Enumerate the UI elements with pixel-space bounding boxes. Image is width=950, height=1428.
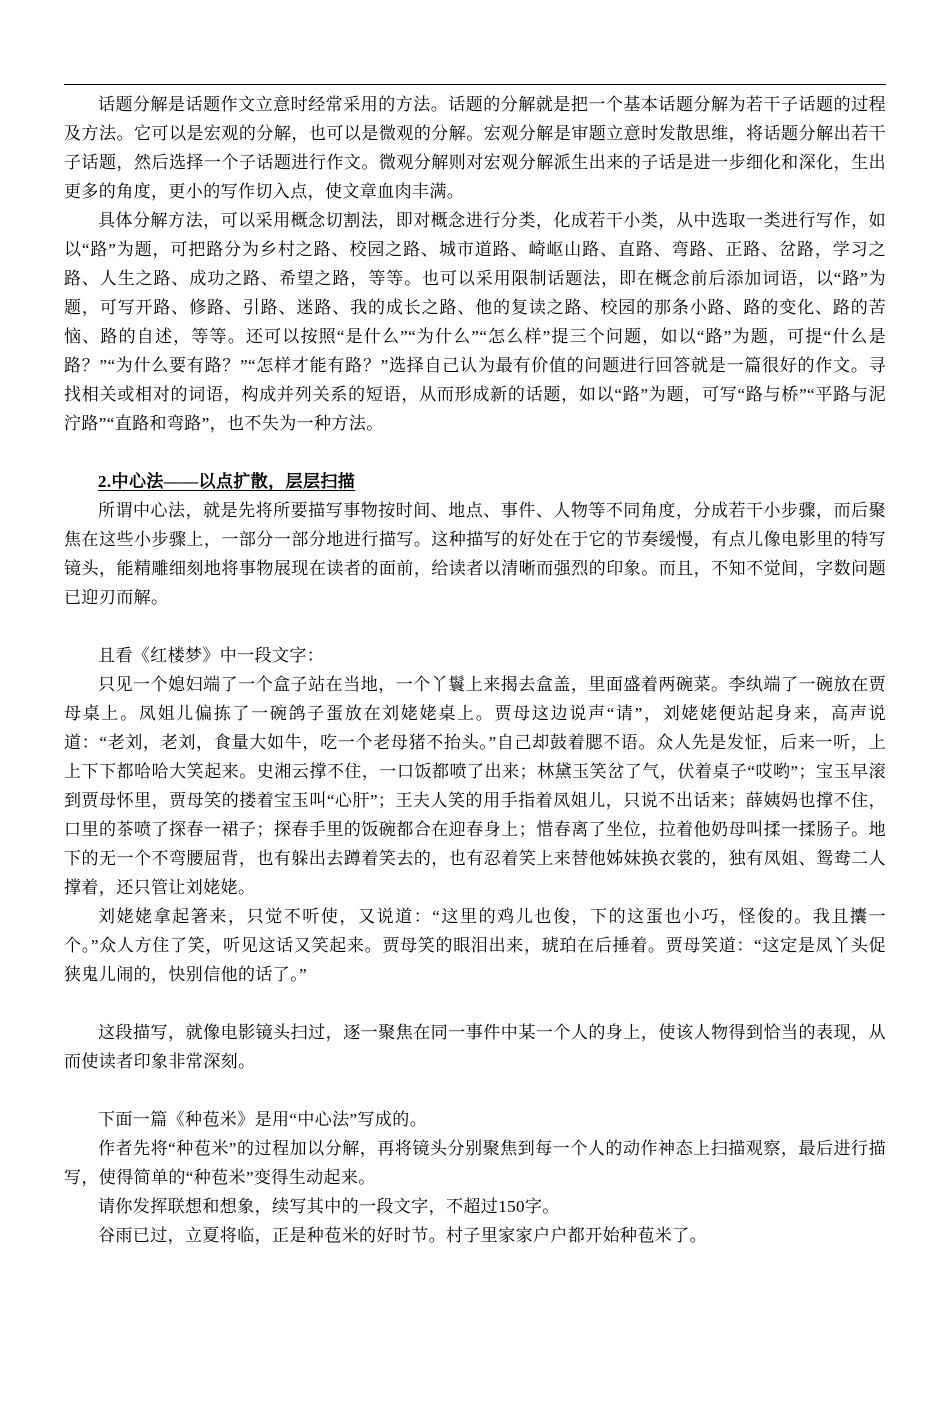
paragraph: 只见一个媳妇端了一个盒子站在当地，一个丫鬟上来揭去盒盖，里面盛着两碗菜。李纨端了一碗放在贾母桌上。凤姐儿偏拣了一碗鸽子蛋放在刘姥姥桌上。贾母这边说声“请”，刘姥姥便站起身来，高声说道：“老刘，老刘，食量大如牛，吃一个老母猪不抬头。”自己却鼓着腮不语。众人先是发怔，后来一听，上上下下都哈哈大笑起来。史湘云撑不住，一口饭都喷了出来；林黛玉笑岔了气，伏着桌子“哎哟”；宝玉早滚到贾母怀里，贾母笑的搂着宝玉叫“心肝”；王夫人笑的用手指着凤姐儿，只说不出话来；薛姨妈也撑不住，口里的茶喷了探春一裙子；探春手里的饭碗都合在迎春身上；惜春离了坐位，拉着他奶母叫揉一揉肠子。地下的无一个不弯腰屈背，也有躲出去蹲着笑去的，也有忍着笑上来替他姊妹换衣裳的，独有凤姐、鸳鸯二人撑着，还只管让刘姥姥。 (64, 675, 886, 897)
document-page (0, 84, 950, 1428)
blank-line (64, 438, 886, 467)
blank-line (64, 612, 886, 641)
paragraph: 作者先将“种苞米”的过程加以分解，再将镜头分别聚焦到每一个人的动作神态上扫描观察，最后进行描写，使得简单的“种苞米”变得生动起来。 (64, 1139, 886, 1187)
paragraph: 具体分解方法，可以采用概念切割法，即对概念进行分类，化成若干小类，从中选取一类进行写作，如以“路”为题，可把路分为乡村之路、校园之路、城市道路、崎岖山路、直路、弯路、正路、岔路，学习之路、人生之路、成功之路、希望之路，等等。也可以采用限制话题法，即在概念前后添加词语，以“路”为题，可写开路、修路、引路、迷路、我的成长之路、他的复读之路、校园的那条小路、路的变化、路的苦恼、路的自述，等等。还可以按照“是什么”“为什么”“怎么样”提三个问题，如以“路”为题，可提“什么是路？”“为什么要有路？”“怎样才能有路？”选择自己认为最有价值的问题进行回答就是一篇很好的作文。寻找相关或相对的词语，构成并列关系的短语，从而形成新的话题，如以“路”为题，可写“路与桥”“平路与泥泞路”“直路和弯路”，也不失为一种方法。 (64, 211, 886, 433)
section-heading (64, 467, 886, 496)
paragraph: 下面一篇《种苞米》是用“中心法”写成的。 (98, 1110, 428, 1129)
paragraph: 请你发挥联想和想象，续写其中的一段文字，不超过150字。 (98, 1197, 560, 1216)
header-rule (64, 84, 886, 85)
paragraph: 且看《红楼梦》中一段文字： (98, 646, 325, 665)
paragraph: 这段描写，就像电影镜头扫过，逐一聚焦在同一事件中某一个人的身上，使该人物得到恰当的表现，从而使读者印象非常深刻。 (64, 1023, 886, 1071)
blank-line (64, 1076, 886, 1105)
paragraph: 刘姥姥拿起箸来，只觉不听使，又说道：“这里的鸡儿也俊，下的这蛋也小巧，怪俊的。我且攮一个。”众人方住了笑，听见这话又笑起来。贾母笑的眼泪出来，琥珀在后捶着。贾母笑道：“这定是凤丫头促狭鬼儿闹的，快别信他的话了。” (64, 907, 886, 984)
paragraph: 话题分解是话题作文立意时经常采用的方法。话题的分解就是把一个基本话题分解为若干子话题的过程及方法。它可以是宏观的分解，也可以是微观的分解。宏观分解是审题立意时发散思维，将话题分解出若干子话题，然后选择一个子话题进行作文。微观分解则对宏观分解派生出来的子话是进一步细化和深化，生出更多的角度，更小的写作切入点，使文章血肉丰满。 (64, 95, 886, 201)
blank-line (64, 989, 886, 1018)
paragraph: 谷雨已过，立夏将临，正是种苞米的好时节。村子里家家户户都开始种苞米了。 (98, 1226, 707, 1245)
paragraph: 所谓中心法，就是先将所要描写事物按时间、地点、事件、人物等不同角度，分成若干小步骤，而后聚焦在这些小步骤上，一部分一部分地进行描写。这种描写的好处在于它的节奏缓慢，有点儿像电影里的特写镜头，能精雕细刻地将事物展现在读者的面前，给读者以清晰而强烈的印象。而且，不知不觉间，字数问题已迎刃而解。 (64, 501, 886, 607)
document-body (64, 90, 886, 1250)
section-heading-text: 2.中心法——以点扩散，层层扫描 (98, 472, 356, 491)
